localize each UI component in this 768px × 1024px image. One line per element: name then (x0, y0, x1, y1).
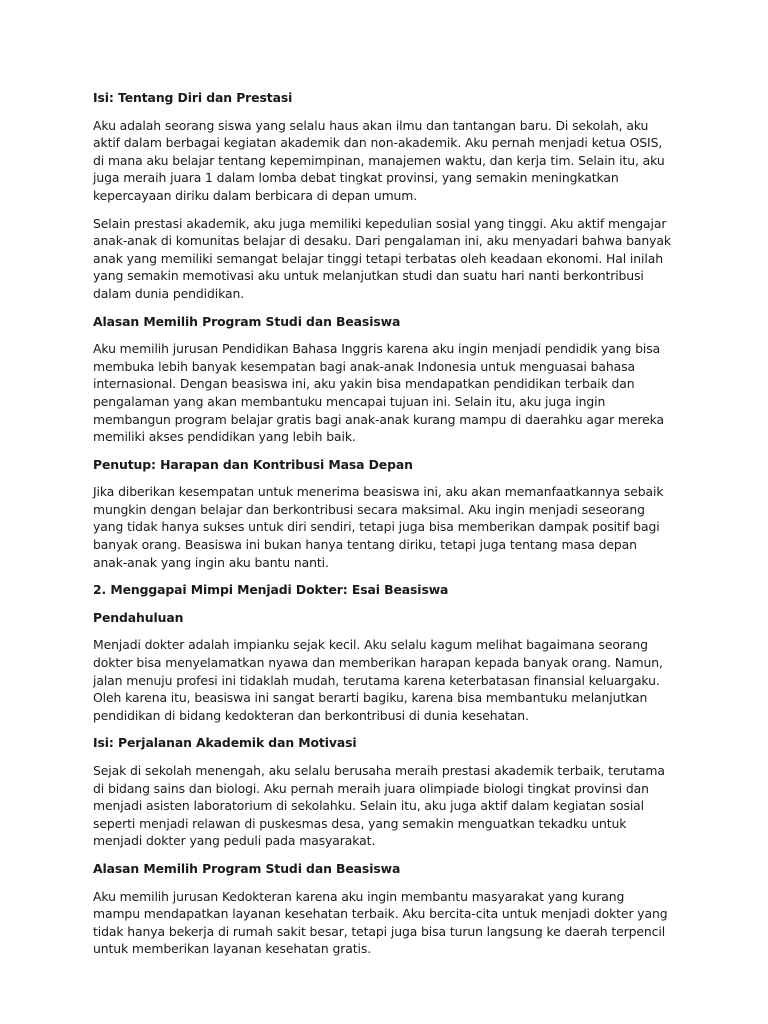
section-heading-about-self: Isi: Tentang Diri dan Prestasi (93, 90, 293, 105)
section-heading-closing: Penutup: Harapan dan Kontribusi Masa Depan (93, 456, 413, 472)
section-heading-study-reason: Alasan Memilih Program Studi dan Beasiswa (93, 313, 401, 329)
essay-title-doctor: 2. Menggapai Mimpi Menjadi Dokter: Esai Beasiswa (93, 582, 449, 598)
section-heading-academic-journey: Isi: Perjalanan Akademik dan Motivasi (93, 735, 357, 751)
section-heading-study-reason-2: Alasan Memilih Program Studi dan Beasiswa (93, 860, 401, 876)
paragraph-social-care: Selain prestasi akademik, aku juga memiliki kepedulian sosial yang tinggi. Aku aktif mengajar anak-anak di komunitas belajar di desaku. Dari pengalaman ini, aku menyadari bahwa banyak anak yang memiliki semangat belajar tinggi tetapi terbatas oleh keadaan ekonomi. Hal inilah yang semakin memotivasi aku untuk melanjutkan studi dan suatu hari nanti berkontribusi dalam dunia pendidikan. (93, 215, 671, 301)
paragraph-about-self: Aku adalah seorang siswa yang selalu haus akan ilmu dan tantangan baru. Di sekolah, aku aktif dalam berbagai kegiatan akademik dan non-akademik. Aku pernah menjadi ketua OSIS, di mana aku belajar tentang kepemimpinan, manajemen waktu, dan kerja tim. Selain itu, aku juga meraih juara 1 dalam lomba debat tingkat provinsi, yang semakin meningkatkan kepercayaan diriku dalam berbicara di depan umum. (93, 117, 665, 203)
paragraph-closing: Jika diberikan kesempatan untuk menerima beasiswa ini, aku akan memanfaatkannya sebaik mungkin dengan belajar dan berkontribusi secara maksimal. Aku ingin menjadi seseorang yang tidak hanya sukses untuk diri sendiri, tetapi juga bisa memberikan dampak positif bagi banyak orang. Beasiswa ini bukan hanya tentang diriku, tetapi juga tentang masa depan anak-anak yang ingin aku bantu nanti. (93, 484, 664, 570)
document-body (93, 89, 673, 968)
paragraph-study-reason: Aku memilih jurusan Pendidikan Bahasa Inggris karena aku ingin menjadi pendidik yang bisa membuka lebih banyak kesempatan bagi anak-anak Indonesia untuk menguasai bahasa internasional. Dengan beasiswa ini, aku yakin bisa mendapatkan pendidikan terbaik dan pengalaman yang akan membantuku mencapai tujuan ini. Selain itu, aku juga ingin membangun program belajar gratis bagi anak-anak kurang mampu di daerahku agar mereka memiliki akses pendidikan yang lebih baik. (93, 341, 665, 445)
paragraph-study-reason-2: Aku memilih jurusan Kedokteran karena aku ingin membantu masyarakat yang kurang mampu mendapatkan layanan kesehatan terbaik. Aku bercita-cita untuk menjadi dokter yang tidak hanya bekerja di rumah sakit besar, tetapi juga bisa turun langsung ke daerah terpencil untuk memberikan layanan kesehatan gratis. (93, 888, 668, 957)
paragraph-academic-journey: Sejak di sekolah menengah, aku selalu berusaha meraih prestasi akademik terbaik, terutama di bidang sains dan biologi. Aku pernah meraih juara olimpiade biologi tingkat provinsi dan menjadi asisten laboratorium di sekolahku. Selain itu, aku juga aktif dalam kegiatan sosial seperti menjadi relawan di puskesmas desa, yang semakin menguatkan tekadku untuk menjadi dokter yang peduli pada masyarakat. (93, 763, 665, 849)
paragraph-introduction: Menjadi dokter adalah impianku sejak kecil. Aku selalu kagum melihat bagaimana seorang dokter bisa menyelamatkan nyawa dan memberikan harapan kepada banyak orang. Namun, jalan menuju profesi ini tidaklah mudah, terutama karena keterbatasan finansial keluargaku. Oleh karena itu, beasiswa ini sangat berarti bagiku, karena bisa membantuku melanjutkan pendidikan di bidang kedokteran dan berkontribusi di dunia kesehatan. (93, 637, 663, 723)
section-heading-introduction: Pendahuluan (93, 609, 184, 625)
